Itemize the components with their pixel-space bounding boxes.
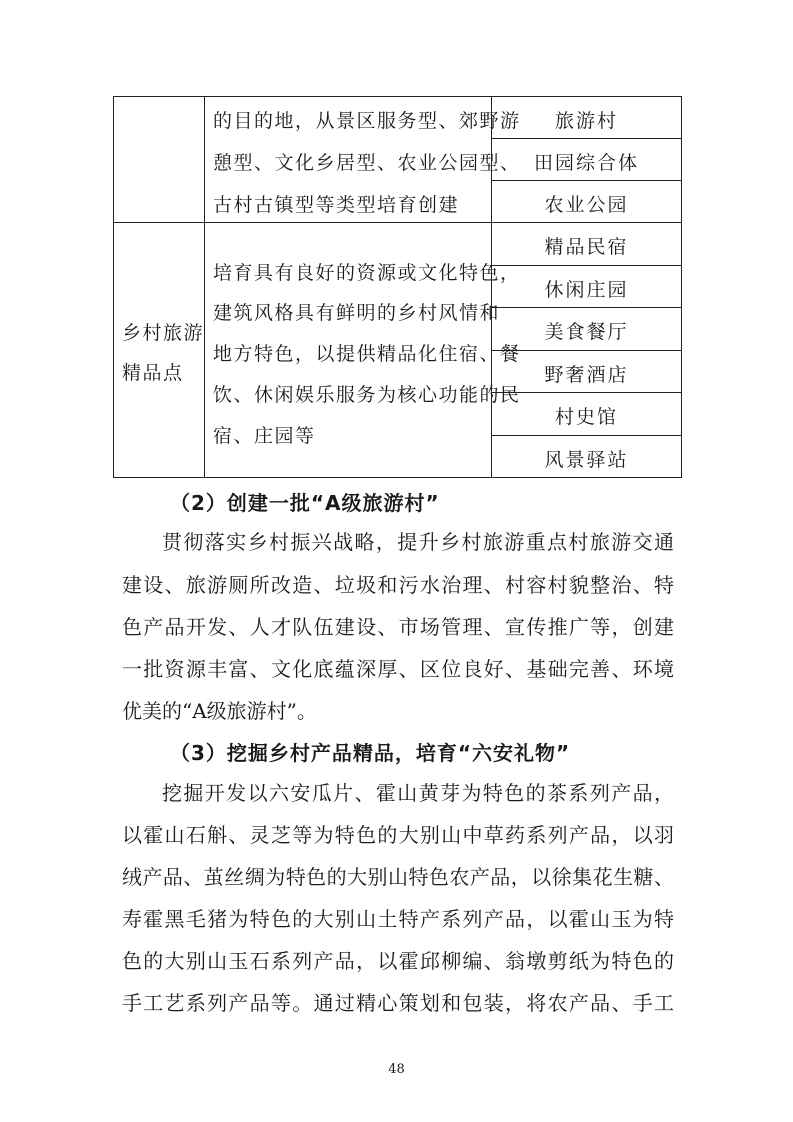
row2-item: 风景驿站 bbox=[544, 449, 629, 471]
row2-item: 休闲庄园 bbox=[544, 279, 629, 301]
row2-item: 精品民宿 bbox=[544, 236, 629, 258]
row2-item: 野奢酒店 bbox=[544, 364, 629, 386]
paragraph-line: 一批资源丰富、文化底蕴深厚、区位良好、基础完善、环境 bbox=[122, 657, 674, 681]
row1-item: 田园综合体 bbox=[533, 152, 639, 174]
paragraph-line: 寿霍黑毛猪为特色的大别山土特产系列产品，以霍山玉为特 bbox=[122, 907, 674, 931]
section2-heading: （2）创建一批“A级旅游村” bbox=[170, 491, 440, 515]
table-col-divider bbox=[204, 96, 205, 478]
section3-heading: （3）挖掘乡村产品精品，培育“六安礼物” bbox=[170, 741, 571, 765]
row2-description-line: 建筑风格具有鲜明的乡村风情和 bbox=[213, 302, 501, 324]
paragraph-line: 优美的“A级旅游村”。 bbox=[122, 699, 317, 723]
row1-item: 农业公园 bbox=[544, 194, 629, 216]
table-bottom-border bbox=[113, 477, 682, 478]
table-left-border bbox=[113, 96, 114, 478]
row2-description-line: 饮、休闲娱乐服务为核心功能的民 bbox=[213, 384, 521, 406]
paragraph-line: 建设、旅游厕所改造、垃圾和污水治理、村容村貌整治、特 bbox=[122, 573, 674, 597]
paragraph-line: 贯彻落实乡村振兴战略，提升乡村旅游重点村旅游交通 bbox=[162, 530, 674, 554]
paragraph-line: 手工艺系列产品等。通过精心策划和包装，将农产品、手工 bbox=[122, 991, 674, 1015]
row1-description-line: 憩型、文化乡居型、农业公园型、 bbox=[213, 152, 521, 174]
row2-description-line: 培育具有良好的资源或文化特色， bbox=[213, 262, 521, 284]
row2-item: 村史馆 bbox=[554, 406, 618, 428]
item-divider bbox=[491, 180, 682, 181]
row2-description-line: 地方特色，以提供精品化住宿、餐 bbox=[213, 343, 521, 365]
item-divider bbox=[491, 138, 682, 139]
table-top-border bbox=[113, 96, 682, 97]
row2-description-line: 宿、庄园等 bbox=[213, 425, 316, 447]
row1-description-line: 古村古镇型等类型培育创建 bbox=[213, 194, 460, 216]
row2-category-line: 乡村旅游 bbox=[122, 322, 205, 344]
paragraph-line: 色产品开发、人才队伍建设、市场管理、宣传推广等，创建 bbox=[122, 615, 674, 639]
page-number: 48 bbox=[388, 1062, 405, 1077]
row1-item: 旅游村 bbox=[554, 110, 618, 132]
row2-item: 美食餐厅 bbox=[544, 321, 629, 343]
paragraph-line: 挖掘开发以六安瓜片、霍山黄芽为特色的茶系列产品， bbox=[162, 781, 674, 805]
row1-description-line: 的目的地，从景区服务型、郊野游 bbox=[213, 110, 521, 132]
paragraph-line: 以霍山石斛、灵芝等为特色的大别山中草药系列产品，以羽 bbox=[122, 823, 674, 847]
table-row-divider bbox=[113, 222, 682, 223]
item-divider bbox=[491, 307, 682, 308]
item-divider bbox=[491, 435, 682, 436]
row2-category-line: 精品点 bbox=[122, 362, 184, 384]
paragraph-line: 色的大别山玉石系列产品，以霍邱柳编、翁墩剪纸为特色的 bbox=[122, 949, 674, 973]
paragraph-line: 绒产品、茧丝绸为特色的大别山特色农产品，以徐集花生糖、 bbox=[122, 865, 674, 889]
